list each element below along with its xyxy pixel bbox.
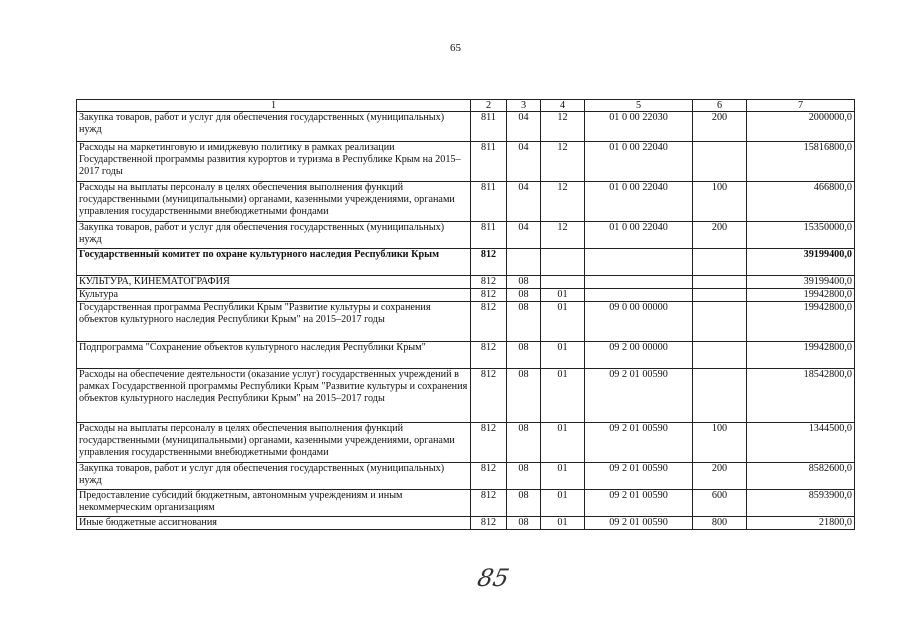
row-target-code: 01 0 00 22040 (585, 182, 693, 222)
row-target-code: 01 0 00 22040 (585, 222, 693, 249)
row-target-code: 09 2 01 00590 (585, 517, 693, 530)
row-subsection-code: 01 (541, 289, 585, 302)
row-expense-type: 200 (693, 463, 747, 490)
row-expense-type: 100 (693, 423, 747, 463)
row-description: Подпрограмма "Сохранение объектов культурного наследия Республики Крым" (77, 342, 471, 369)
row-expense-type: 800 (693, 517, 747, 530)
row-target-code: 09 2 01 00590 (585, 463, 693, 490)
row-target-code: 01 0 00 22040 (585, 142, 693, 182)
row-target-code: 09 2 01 00590 (585, 423, 693, 463)
row-ministry-code: 811 (471, 182, 507, 222)
row-subsection-code: 12 (541, 222, 585, 249)
row-expense-type (693, 276, 747, 289)
row-expense-type (693, 302, 747, 342)
row-expense-type (693, 369, 747, 423)
row-amount: 15350000,0 (747, 222, 855, 249)
row-ministry-code: 812 (471, 249, 507, 276)
row-subsection-code: 12 (541, 112, 585, 142)
row-section-code: 08 (507, 517, 541, 530)
row-ministry-code: 812 (471, 423, 507, 463)
table-header-row (77, 100, 855, 112)
row-expense-type (693, 342, 747, 369)
row-description: Закупка товаров, работ и услуг для обеспечения государственных (муниципальных) нужд (77, 112, 471, 142)
row-ministry-code: 812 (471, 517, 507, 530)
row-section-code (507, 249, 541, 276)
row-section-code: 08 (507, 423, 541, 463)
row-subsection-code: 01 (541, 463, 585, 490)
row-expense-type: 100 (693, 182, 747, 222)
row-ministry-code: 811 (471, 142, 507, 182)
row-description: Закупка товаров, работ и услуг для обеспечения государственных (муниципальных) нужд (77, 222, 471, 249)
row-target-code: 09 2 01 00590 (585, 369, 693, 423)
table-row (77, 142, 855, 182)
column-header: 7 (747, 100, 855, 112)
row-ministry-code: 812 (471, 369, 507, 423)
table-row (77, 342, 855, 369)
row-target-code: 09 2 00 00000 (585, 342, 693, 369)
row-subsection-code: 01 (541, 423, 585, 463)
row-description: Государственная программа Республики Крым "Развитие культуры и сохранения объектов культурного наследия Республики Крым" на 2015–2017 годы (77, 302, 471, 342)
table-row (77, 463, 855, 490)
row-subsection-code: 01 (541, 369, 585, 423)
column-header: 3 (507, 100, 541, 112)
row-expense-type: 600 (693, 490, 747, 517)
row-ministry-code: 811 (471, 222, 507, 249)
row-ministry-code: 812 (471, 490, 507, 517)
row-amount: 19942800,0 (747, 302, 855, 342)
row-section-code: 04 (507, 142, 541, 182)
row-expense-type: 200 (693, 222, 747, 249)
table-row (77, 112, 855, 142)
row-amount: 19942800,0 (747, 289, 855, 302)
row-amount: 8582600,0 (747, 463, 855, 490)
row-amount: 19942800,0 (747, 342, 855, 369)
row-description: Иные бюджетные ассигнования (77, 517, 471, 530)
row-description: Расходы на выплаты персоналу в целях обеспечения выполнения функций государственными (муниципальными) органами, казенными учреждениями, органами управления государственными внебюджетными фондами (77, 423, 471, 463)
table-row (77, 249, 855, 276)
row-description: Культура (77, 289, 471, 302)
row-section-code: 08 (507, 369, 541, 423)
table-row (77, 222, 855, 249)
row-amount: 8593900,0 (747, 490, 855, 517)
row-amount: 15816800,0 (747, 142, 855, 182)
column-header: 4 (541, 100, 585, 112)
column-header: 1 (77, 100, 471, 112)
row-target-code (585, 289, 693, 302)
table-body (77, 112, 855, 530)
row-description: Расходы на обеспечение деятельности (оказание услуг) государственных учреждений в рамках Государственной программы Республики Крым "Развитие культуры и сохранения объектов культурного наследия Республики Крым" на 2015–2017 годы (77, 369, 471, 423)
row-ministry-code: 812 (471, 289, 507, 302)
row-section-code: 08 (507, 342, 541, 369)
row-expense-type: 200 (693, 112, 747, 142)
row-section-code: 08 (507, 276, 541, 289)
row-target-code (585, 276, 693, 289)
row-subsection-code (541, 276, 585, 289)
row-section-code: 04 (507, 112, 541, 142)
row-target-code: 09 0 00 00000 (585, 302, 693, 342)
row-subsection-code: 01 (541, 302, 585, 342)
column-header: 2 (471, 100, 507, 112)
table-row (77, 490, 855, 517)
column-header: 6 (693, 100, 747, 112)
row-description: Закупка товаров, работ и услуг для обеспечения государственных (муниципальных) нужд (77, 463, 471, 490)
row-subsection-code: 12 (541, 182, 585, 222)
row-target-code: 09 2 01 00590 (585, 490, 693, 517)
row-amount: 39199400,0 (747, 249, 855, 276)
table-row (77, 369, 855, 423)
table-row (77, 302, 855, 342)
row-description: Расходы на маркетинговую и имиджевую политику в рамках реализации Государственной программы развития курортов и туризма в Республике Крым на 2015–2017 годы (77, 142, 471, 182)
column-header: 5 (585, 100, 693, 112)
table-row (77, 289, 855, 302)
table-row (77, 182, 855, 222)
row-expense-type (693, 142, 747, 182)
row-description: КУЛЬТУРА, КИНЕМАТОГРАФИЯ (77, 276, 471, 289)
row-amount: 2000000,0 (747, 112, 855, 142)
row-ministry-code: 812 (471, 342, 507, 369)
table-row (77, 276, 855, 289)
row-subsection-code: 01 (541, 517, 585, 530)
row-amount: 21800,0 (747, 517, 855, 530)
row-amount: 466800,0 (747, 182, 855, 222)
row-subsection-code (541, 249, 585, 276)
row-section-code: 08 (507, 463, 541, 490)
handwritten-page-number: 85 (475, 564, 512, 592)
page-number: 65 (450, 42, 461, 54)
row-section-code: 08 (507, 289, 541, 302)
row-section-code: 08 (507, 302, 541, 342)
row-ministry-code: 811 (471, 112, 507, 142)
row-expense-type (693, 289, 747, 302)
row-description: Государственный комитет по охране культурного наследия Республики Крым (77, 249, 471, 276)
table-row (77, 517, 855, 530)
row-subsection-code: 12 (541, 142, 585, 182)
row-section-code: 04 (507, 222, 541, 249)
budget-table (76, 99, 855, 530)
row-target-code (585, 249, 693, 276)
row-section-code: 04 (507, 182, 541, 222)
row-target-code: 01 0 00 22030 (585, 112, 693, 142)
table-row (77, 423, 855, 463)
row-description: Расходы на выплаты персоналу в целях обеспечения выполнения функций государственными (муниципальными) органами, казенными учреждениями, органами управления государственными внебюджетными фондами (77, 182, 471, 222)
row-amount: 1344500,0 (747, 423, 855, 463)
row-expense-type (693, 249, 747, 276)
row-section-code: 08 (507, 490, 541, 517)
row-amount: 39199400,0 (747, 276, 855, 289)
row-ministry-code: 812 (471, 463, 507, 490)
row-ministry-code: 812 (471, 302, 507, 342)
row-subsection-code: 01 (541, 342, 585, 369)
row-amount: 18542800,0 (747, 369, 855, 423)
row-subsection-code: 01 (541, 490, 585, 517)
row-ministry-code: 812 (471, 276, 507, 289)
row-description: Предоставление субсидий бюджетным, автономным учреждениям и иным некоммерческим организациям (77, 490, 471, 517)
